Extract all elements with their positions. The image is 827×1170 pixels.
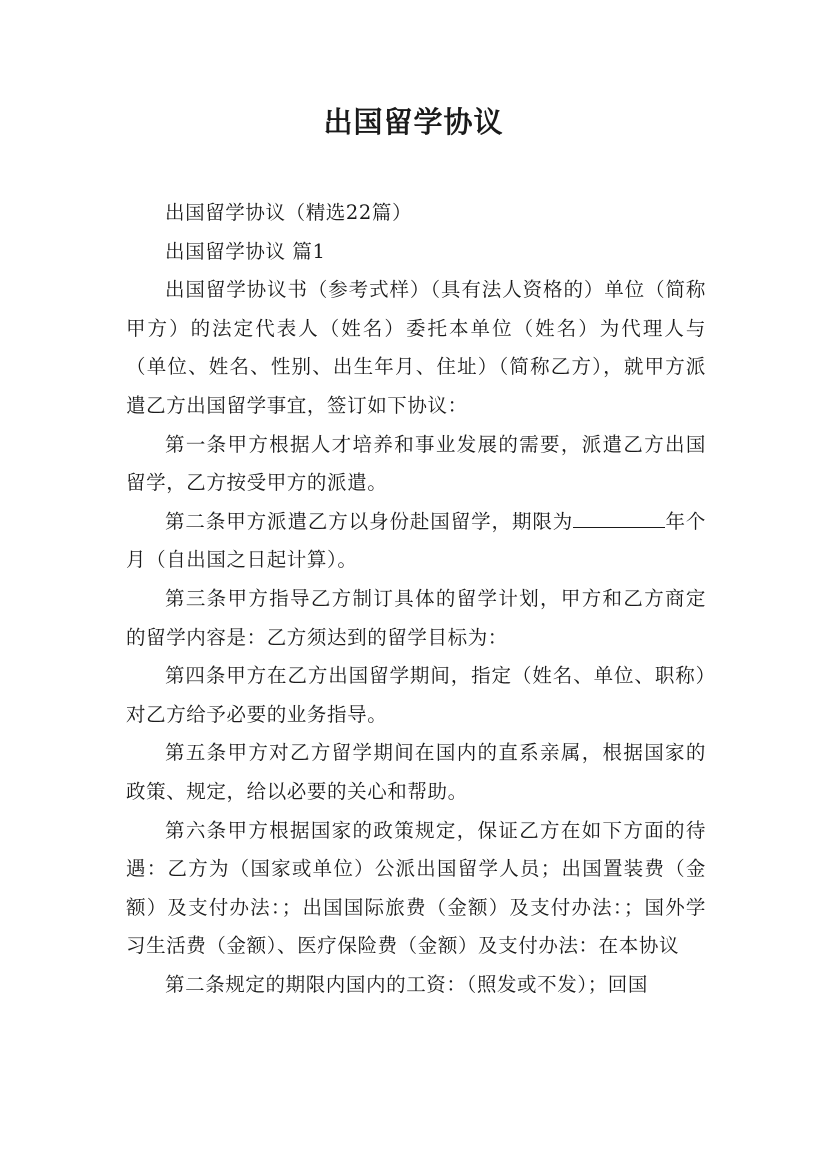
article-2-text-start: 第二条甲方派遣乙方以身份赴国留学，期限为 xyxy=(165,509,574,533)
fill-in-blank-line xyxy=(573,526,665,528)
paragraph-section-heading: 出国留学协议 篇1 xyxy=(165,239,326,263)
article-2-text-end: 年个月（自出国之日起计算）。 xyxy=(126,509,706,572)
paragraph-continuation: 第二条规定的期限内国内的工资：（照发或不发）；回国 xyxy=(165,972,649,996)
paragraph-article-6: 第六条甲方根据国家的政策规定，保证乙方在如下方面的待遇：乙方为（国家或单位）公派出国留学人员；出国置装费（金额）及支付办法：；出国国际旅费（金额）及支付办法：；国外学习生活费（金额）、医疗保险费（金额）及支付办法：在本协议 xyxy=(126,818,706,958)
document-title: 出国留学协议 xyxy=(323,105,504,139)
paragraph-subtitle: 出国留学协议（精选22篇） xyxy=(165,201,413,224)
paragraph-article-5: 第五条甲方对乙方留学期间在国内的直系亲属，根据国家的政策、规定，给以必要的关心和帮助。 xyxy=(126,741,706,803)
paragraph-preamble: 出国留学协议书（参考式样）（具有法人资格的）单位（简称甲方）的法定代表人（姓名）委托本单位（姓名）为代理人与（单位、姓名、性别、出生年月、住址）（简称乙方），就甲方派遣乙方出国留学事宜，签订如下协议： xyxy=(126,278,706,417)
document-body xyxy=(126,194,706,1004)
paragraph-article-3: 第三条甲方指导乙方制订具体的留学计划，甲方和乙方商定的留学内容是：乙方须达到的留学目标为： xyxy=(126,586,706,649)
paragraph-article-4: 第四条甲方在乙方出国留学期间，指定（姓名、单位、职称）对乙方给予必要的业务指导。 xyxy=(126,664,706,726)
paragraph-article-2 xyxy=(126,503,706,580)
paragraph-article-1: 第一条甲方根据人才培养和事业发展的需要，派遣乙方出国留学，乙方按受甲方的派遣。 xyxy=(126,432,706,495)
